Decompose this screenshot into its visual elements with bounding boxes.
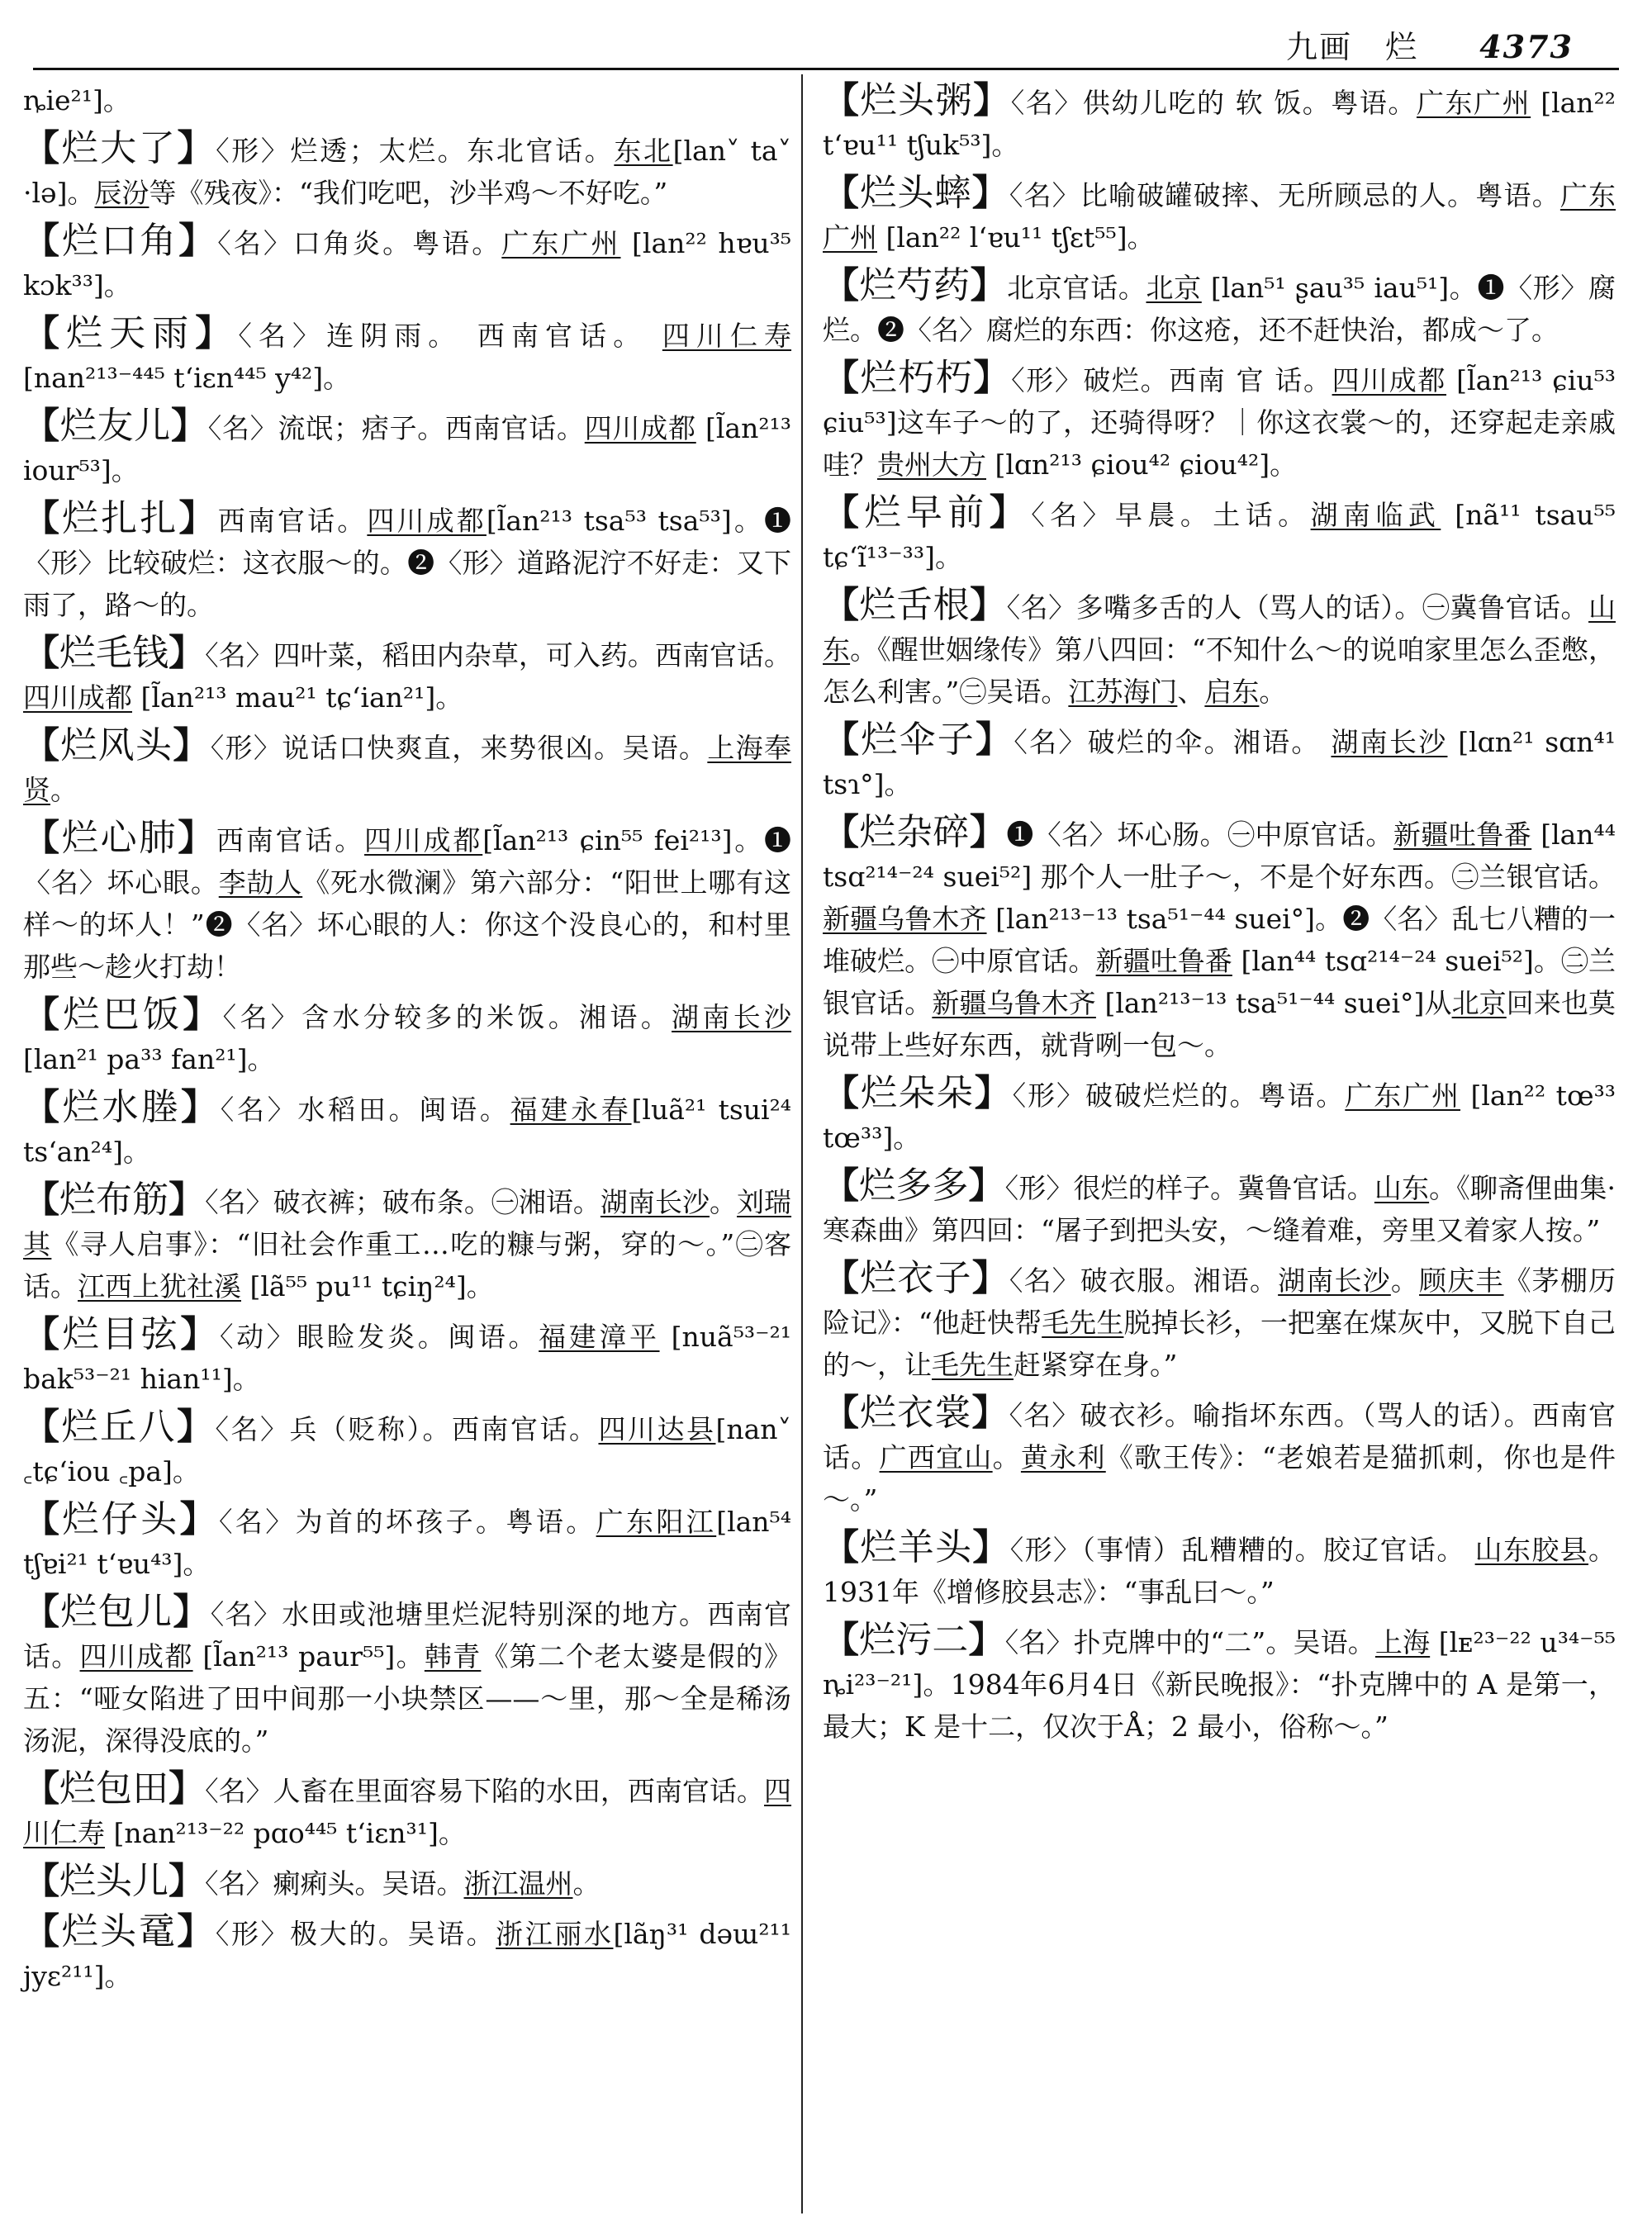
entry-headword: 【烂头蟀】 xyxy=(823,172,1009,214)
entry-definition: 〈名〉兵（贬称）。西南官话。四川达县[nan˅ ꜀tɕʻiou ꜀pa]。 xyxy=(23,1413,792,1487)
entry-headword: 【烂污二】 xyxy=(823,1619,1005,1661)
entry-definition: 〈名〉口角炎。粤语。广东广州 [lan²² hɐu³⁵ kɔk³³]。 xyxy=(23,227,792,301)
left-column xyxy=(23,79,791,2003)
entry-headword: 【烂多多】 xyxy=(823,1165,1005,1207)
dictionary-entry xyxy=(23,1086,791,1173)
entry-headword: 【烂伞子】 xyxy=(823,719,1014,761)
dictionary-entry xyxy=(823,719,1616,805)
entry-headword: 【烂仔头】 xyxy=(23,1498,219,1540)
entry-headword: 【烂杂碎】 xyxy=(823,811,1007,853)
entry-definition: 北京官话。北京 [lan⁵¹ ʂau³⁵ iau⁵¹]。❶〈形〉腐烂。❷〈名〉腐烂的东西：你这疮，还不赶快治，都成～了。 xyxy=(823,272,1616,346)
entry-headword: 【烂布筋】 xyxy=(23,1179,206,1221)
dictionary-entry xyxy=(23,1179,791,1307)
entry-headword: 【烂早前】 xyxy=(823,491,1032,534)
entry-definition: 〈名〉早晨。土话。湖南临武 [nã¹¹ tsau⁵⁵ tɕʻĩ¹³⁻³³]。 xyxy=(823,499,1616,573)
entry-definition: 〈名〉人畜在里面容易下陷的水田，西南官话。四川仁寿 [nan²¹³⁻²² pɑo⁴⁴⁵ tʻiɛn³¹]。 xyxy=(23,1775,792,1849)
dictionary-entry xyxy=(23,1313,791,1400)
entry-definition: 西南官话。四川成都[l̃an²¹³ tsa⁵³ tsa⁵³]。❶〈形〉比较破烂：这衣服～的。❷〈形〉道路泥泞不好走：又下雨了，路～的。 xyxy=(23,505,792,621)
dictionary-entry xyxy=(23,1406,791,1492)
entry-headword: 【烂舌根】 xyxy=(823,584,1007,626)
dictionary-entry xyxy=(23,632,791,719)
entry-definition: 〈形〉烂透；太烂。东北官话。东北[lan˅ ta˅ ·lə]。辰汾等《残夜》：“我们吃吧，沙半鸡～不好吃。” xyxy=(23,135,792,209)
entry-headword: 【烂朽朽】 xyxy=(823,357,1012,399)
dictionary-entry xyxy=(23,1591,791,1762)
page-header xyxy=(33,18,1619,70)
entry-definition: 〈名〉破衣衫。喻指坏东西。（骂人的话）。西南官话。广西宜山。黄永利《歌王传》：“老娘若是猫抓刺，你也是件～。” xyxy=(823,1399,1616,1516)
dictionary-entry xyxy=(23,1498,791,1585)
entry-headword: 【烂衣子】 xyxy=(823,1257,1009,1299)
dictionary-entry xyxy=(823,357,1616,486)
entry-definition: 〈名〉扑克牌中的“二”。吴语。上海 [lᴇ²³⁻²² u³⁴⁻⁵⁵ ȵi²³⁻²¹]。1984年6月4日《新民晚报》：“扑克牌中的 A 是第一，最大；K 是十二，仅次于Å；2 最小，俗称～。” xyxy=(823,1626,1616,1743)
entry-definition: 〈名〉破衣服。湘语。湖南长沙。顾庆丰《茅棚历险记》：“他赶快帮毛先生脱掉长衫，一把塞在煤灰中，又脱下自己的～，让毛先生赶紧穿在身。” xyxy=(823,1264,1616,1381)
entry-definition: 〈形〉极大的。吴语。浙江丽水[lãŋ³¹ dəɯ²¹¹ jyɛ²¹¹]。 xyxy=(23,1918,791,1992)
dictionary-entry xyxy=(823,1619,1616,1748)
entry-headword: 【烂头儿】 xyxy=(23,1860,205,1902)
dictionary-entry xyxy=(823,264,1616,351)
entry-definition: 〈名〉瘌痢头。吴语。浙江温州。 xyxy=(205,1867,601,1900)
entry-headword: 【烂包田】 xyxy=(23,1767,206,1810)
dictionary-entry xyxy=(823,1165,1616,1251)
running-head xyxy=(1286,21,1574,67)
dictionary-entry xyxy=(823,1072,1616,1159)
entry-headword: 【烂友儿】 xyxy=(23,405,208,447)
entry-headword: 【烂扎扎】 xyxy=(23,497,218,539)
dictionary-entry xyxy=(823,491,1616,578)
dictionary-entry xyxy=(823,1526,1616,1613)
entry-headword: 【烂羊头】 xyxy=(823,1526,1010,1568)
entry-headword: 【烂包儿】 xyxy=(23,1591,211,1633)
entry-headword: 【烂心肺】 xyxy=(23,817,217,859)
dictionary-entry xyxy=(823,1257,1616,1386)
entry-headword: 【烂风头】 xyxy=(23,724,211,766)
dictionary-entry xyxy=(23,1910,791,1997)
entry-definition: 〈名〉为首的坏孩子。粤语。广东阳江[lan⁵⁴ tʃɐi²¹ tʻɐu⁴³]。 xyxy=(23,1506,792,1580)
entry-headword: 【烂丘八】 xyxy=(23,1406,216,1448)
dictionary-entry xyxy=(23,994,791,1080)
entry-definition: ȵie²¹]。 xyxy=(23,84,131,116)
entry-headword: 【烂芍药】 xyxy=(823,264,1008,306)
entry-definition: 〈名〉多嘴多舌的人（骂人的话）。㊀冀鲁官话。山东。《醒世姻缘传》第八四回：“不知什么～的说咱家里怎么歪憋，怎么利害。”㊁吴语。江苏海门、启东。 xyxy=(823,591,1616,708)
entry-definition: 〈名〉破烂的伞。湘语。 湖南长沙 [lɑn²¹ sɑn⁴¹ tsɿ°]。 xyxy=(823,726,1616,800)
dictionary-entry xyxy=(23,1767,791,1854)
entry-definition: 〈名〉比喻破罐破摔、无所顾忌的人。粤语。广东广州 [lan²² lʻɐu¹¹ tʃɛt⁵⁵]。 xyxy=(823,179,1616,254)
dictionary-entry xyxy=(23,1860,791,1905)
page-number: 4373 xyxy=(1479,28,1574,65)
entry-headword: 【烂目弦】 xyxy=(23,1313,221,1355)
entry-definition: 〈形〉（事情）乱糟糟的。胶辽官话。 山东胶县。1931年《增修胶县志》：“事乱曰～。” xyxy=(823,1534,1616,1608)
entry-headword: 【烂巴饭】 xyxy=(23,994,223,1036)
dictionary-entry xyxy=(23,405,791,491)
entry-definition: ❶〈名〉坏心肠。㊀中原官话。新疆吐鲁番 [lan⁴⁴ tsɑ²¹⁴⁻²⁴ suei⁵²] 那个人一肚子～，不是个好东西。㊁兰银官话。新疆乌鲁木齐 [lan²¹³⁻¹³ tsa⁵¹⁻⁴⁴ suei°]。❷〈名〉乱七八糟的一堆破烂。㊀中原官话。新疆吐鲁番 [lan⁴⁴ tsɑ²¹⁴⁻²⁴ suei⁵²]。㊁兰银官话。新疆乌鲁木齐 [lan²¹³⁻¹³ tsa⁵¹⁻⁴⁴ suei°]从北京回来也莫说带上些好东西，就背咧一包～。 xyxy=(823,818,1616,1061)
dictionary-entry xyxy=(23,127,791,214)
column-divider xyxy=(801,74,803,2213)
dictionary-entry xyxy=(23,79,791,121)
dictionary-entry xyxy=(823,811,1616,1066)
entry-headword: 【烂头鼋】 xyxy=(23,1910,216,1952)
head-character: 烂 xyxy=(1385,29,1419,65)
entry-definition: 〈名〉破衣裤；破布条。㊀湘语。湖南长沙。刘瑞其《寻人启事》：“旧社会作重工…吃的糠与粥，穿的～。”㊁客话。江西上犹社溪 [lã⁵⁵ pu¹¹ tɕiŋ²⁴]。 xyxy=(23,1186,792,1302)
entry-definition: 〈名〉水田或池塘里烂泥特别深的地方。西南官话。四川成都 [l̃an²¹³ paur⁵⁵]。韩青《第二个老太婆是假的》五：“哑女陷进了田中间那一小块禁区——～里，那～全是稀汤汤泥，深得没底的。” xyxy=(23,1598,792,1757)
entry-headword: 【烂毛钱】 xyxy=(23,632,206,674)
entry-definition: 〈名〉四叶菜，稻田内杂草，可入药。西南官话。四川成都 [l̃an²¹³ mau²¹ tɕʻian²¹]。 xyxy=(23,639,792,714)
dictionary-entry xyxy=(23,312,791,399)
entry-definition: 〈形〉很烂的样子。冀鲁官话。山东。《聊斋俚曲集·寒森曲》第四回：“屠子到把头安，～缝着难，旁里又着家人按。” xyxy=(823,1172,1616,1246)
entry-headword: 【烂头粥】 xyxy=(823,79,1011,121)
dictionary-entry xyxy=(23,724,791,811)
entry-definition: 〈形〉说话口快爽直，来势很凶。吴语。上海奉贤。 xyxy=(23,732,792,806)
entry-headword: 【烂口角】 xyxy=(23,220,218,262)
entry-headword: 【烂衣裳】 xyxy=(823,1392,1009,1434)
dictionary-entry xyxy=(823,79,1616,166)
entry-definition: 西南官话。四川成都[l̃an²¹³ ɕin⁵⁵ fei²¹³]。❶〈名〉坏心眼。李劼人《死水微澜》第六部分：“阳世上哪有这样～的坏人！”❷〈名〉坏心眼的人：你这个没良心的，和村里那些～趁火打劫！ xyxy=(23,824,792,983)
right-column xyxy=(823,79,1616,1753)
entry-headword: 【烂大了】 xyxy=(23,127,216,169)
entry-definition: 〈动〉眼睑发炎。闽语。福建漳平 [nuã⁵³⁻²¹ bak⁵³⁻²¹ hian¹¹]。 xyxy=(23,1321,792,1395)
section-label: 九画 xyxy=(1286,29,1353,65)
dictionary-entry xyxy=(823,1392,1616,1521)
dictionary-entry xyxy=(23,497,791,626)
entry-definition: 〈名〉供幼儿吃的 软 饭。粤语。广东广州 [lan²² tʻɐu¹¹ tʃuk⁵³]。 xyxy=(823,87,1616,161)
entry-definition: 〈名〉流氓；痞子。西南官话。四川成都 [l̃an²¹³ iour⁵³]。 xyxy=(23,412,792,486)
dictionary-entry xyxy=(823,584,1616,713)
entry-headword: 【烂朵朵】 xyxy=(823,1072,1013,1114)
dictionary-entry xyxy=(23,220,791,306)
entry-definition: 〈名〉含水分较多的米饭。湘语。湖南长沙 [lan²¹ pa³³ fan²¹]。 xyxy=(23,1001,792,1075)
dictionary-entry xyxy=(23,817,791,988)
entry-definition: 〈名〉水稻田。闽语。福建永春[luã²¹ tsui²⁴ tsʻan²⁴]。 xyxy=(23,1094,792,1168)
entry-headword: 【烂水塍】 xyxy=(23,1086,221,1128)
entry-definition: 〈形〉破烂。西南 官 话。四川成都 [l̃an²¹³ ɕiu⁵³ ɕiu⁵³]这车子～的了，还骑得呀？｜你这衣裳～的，还穿起走亲戚哇？贵州大方 [lɑn²¹³ ɕiou⁴² ɕiou⁴²]。 xyxy=(823,364,1616,481)
entry-definition: 〈形〉破破烂烂的。粤语。广东广州 [lan²² tœ³³ tœ³³]。 xyxy=(823,1079,1616,1154)
entry-headword: 【烂天雨】 xyxy=(23,312,239,354)
dictionary-entry xyxy=(823,172,1616,259)
entry-definition: 〈名〉连阴雨。 西南官话。 四川仁寿 [nan²¹³⁻⁴⁴⁵ tʻiɛn⁴⁴⁵ y⁴²]。 xyxy=(23,320,792,394)
